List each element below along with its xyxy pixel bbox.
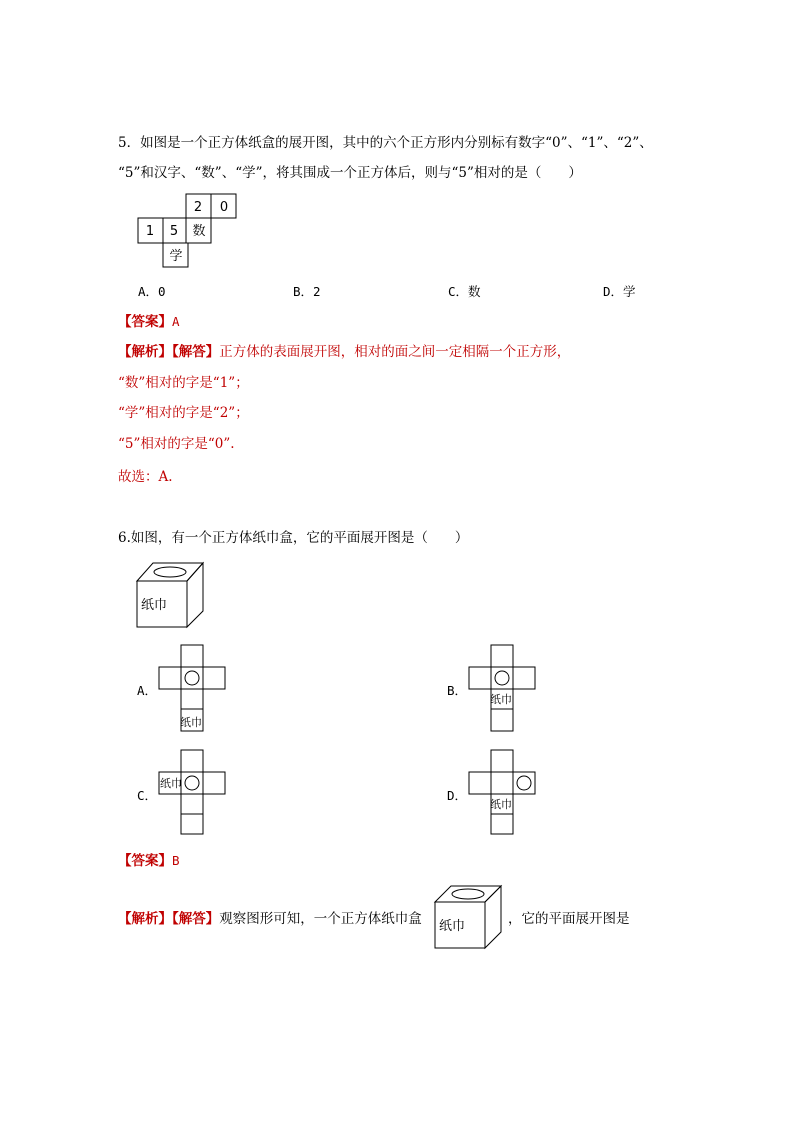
- box-label: 纸巾: [141, 598, 168, 613]
- q6-option-a-net: [158, 643, 228, 733]
- net-label-1: 1: [145, 224, 155, 239]
- net-label-xue: 学: [169, 249, 183, 264]
- q5-analysis-line-1: “数”相对的字是“1”；: [118, 375, 249, 391]
- net-label-2: 2: [193, 200, 203, 215]
- q5-option-a: A．0: [138, 284, 166, 299]
- net-c-label: 纸巾: [160, 777, 182, 790]
- q6-analysis: [118, 910, 422, 928]
- net-a-label: 纸巾: [180, 716, 202, 729]
- q6-option-d-label: D．: [447, 788, 468, 803]
- q5-analysis-line-2: “学”相对的字是“2”；: [118, 405, 249, 421]
- q6-analysis-tag: 【解析】【解答】: [118, 911, 220, 927]
- q6-tissue-box: [135, 561, 207, 629]
- q5-answer-value: A: [172, 314, 180, 329]
- net-label-shu: 数: [192, 224, 206, 239]
- q6-option-c-label: C．: [137, 788, 158, 803]
- net-label-5: 5: [169, 224, 179, 239]
- q6-analysis-pre: 观察图形可知，一个正方体纸巾盒: [219, 911, 422, 927]
- q6-analysis-post: ，它的平面展开图是: [508, 911, 630, 927]
- net-d-label: 纸巾: [490, 798, 512, 811]
- q5-line2: “5”和汉字、“数”、“学”，将其围成一个正方体后，则与“5”相对的是（ ）: [118, 165, 582, 181]
- q6-option-a-label: A．: [137, 683, 158, 698]
- net-label-0: 0: [219, 200, 229, 215]
- q5-analysis-text: 正方体的表面展开图，相对的面之间一定相隔一个正方形，: [219, 344, 571, 360]
- q6-question: 6.如图，有一个正方体纸巾盒，它的平面展开图是（ ）: [118, 530, 469, 546]
- q5-answer-tag: 【答案】: [118, 314, 172, 330]
- q6-option-d-net: [468, 748, 538, 836]
- q5-option-b: B．2: [293, 284, 321, 299]
- net-b-label: 纸巾: [490, 693, 512, 706]
- q5-analysis: [118, 343, 570, 361]
- box-opening: [154, 567, 186, 577]
- q6-answer-tag: 【答案】: [118, 853, 172, 869]
- q5-analysis-tag: 【解析】【解答】: [118, 344, 220, 360]
- analysis-box-label: 纸巾: [439, 919, 466, 934]
- q6-option-c-net: [158, 748, 228, 836]
- q5-option-c: C．数: [448, 284, 481, 299]
- q6-option-b-label: B．: [447, 683, 468, 698]
- q5-analysis-line-3: “5”相对的字是“0”.: [118, 436, 235, 452]
- q6-analysis-tissue-box: [433, 884, 505, 950]
- q5-choice: 故选：A.: [118, 469, 173, 485]
- q5-line1: 5．如图是一个正方体纸盒的展开图，其中的六个正方形内分别标有数字“0”、“1”、“2”、: [118, 135, 653, 151]
- q5-cube-net: [136, 192, 242, 270]
- q6-answer: [118, 852, 180, 870]
- q5-answer: [118, 313, 180, 331]
- q5-option-d: D．学: [603, 284, 636, 299]
- q6-option-b-net: [468, 643, 538, 733]
- q6-answer-value: B: [172, 853, 180, 868]
